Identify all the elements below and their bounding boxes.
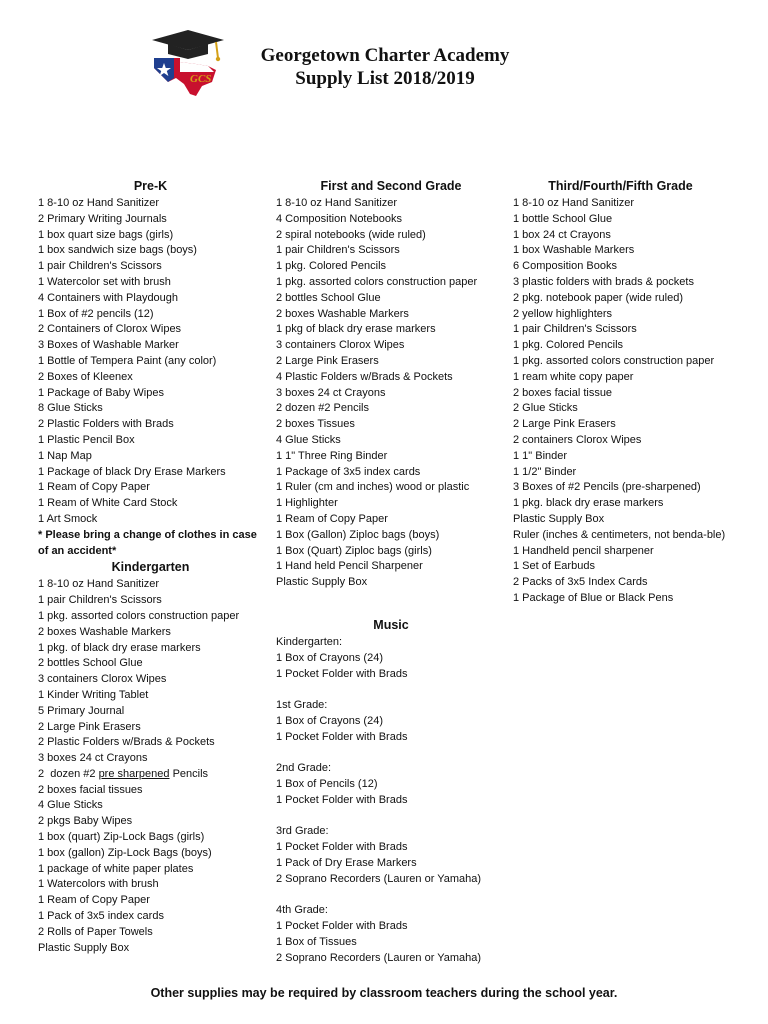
spacer [276,809,506,825]
list-item: 1 Ream of White Card Stock [38,497,178,510]
list-item: 1 Watercolors with brush [38,878,159,891]
music-grade-label: 4th Grade: [276,904,328,917]
music-grade-label: 2nd Grade: [276,762,332,775]
list-item: 8 Glue Sticks [38,402,103,415]
list-item: 2 boxes facial tissue [513,386,613,399]
list-item: 2 boxes Washable Markers [276,307,409,320]
list-item: 2 spiral notebooks (wide ruled) [276,228,426,241]
list-item-pencils: 2 dozen #2 pre sharpened Pencils [38,767,209,780]
list-item: 1 pair Children's Scissors [38,260,162,273]
list-item: 3 Boxes of Washable Marker [38,339,179,352]
list-item: 2 containers Clorox Wipes [513,433,642,446]
list-item: 1 Package of 3x5 index cards [276,465,421,478]
list-item: 2 bottles School Glue [276,291,381,304]
list-item: 1 1/2" Binder [513,465,577,478]
list-item: 2 Large Pink Erasers [513,418,616,431]
list-item: 1 Pocket Folder with Brads [276,667,408,680]
list-item: 5 Primary Journal [38,704,125,717]
list-item: 1 pair Children's Scissors [276,244,400,257]
list-item: 1 package of white paper plates [38,862,194,875]
list-item: 1 pkg. Colored Pencils [513,339,624,352]
list-item: 3 boxes 24 ct Crayons [38,752,148,765]
list-item: 1 bottle School Glue [513,212,613,225]
column-first-second-music [276,178,506,967]
list-item: 1 Bottle of Tempera Paint (any color) [38,354,217,367]
list-item: 2 Packs of 3x5 Index Cards [513,576,648,589]
list-item: 4 Composition Notebooks [276,212,402,225]
prek-heading: Pre-K [133,179,168,193]
list-item: 1 Hand held Pencil Sharpener [276,560,423,573]
list-item: 2 pkgs Baby Wipes [38,815,133,828]
column-prek-kindergarten [38,178,263,956]
list-item: 4 Containers with Playdough [38,291,179,304]
list-item: 3 containers Clorox Wipes [38,673,167,686]
list-item: 1 Watercolor set with brush [38,275,171,288]
list-item: 1 box Washable Markers [513,244,635,257]
spacer [276,682,506,698]
list-item: 2 Primary Writing Journals [38,212,167,225]
list-item: 1 Art Smock [38,512,98,525]
first-second-heading: First and Second Grade [320,179,462,193]
list-item: 2 boxes facial tissues [38,783,143,796]
column-third-fifth [513,178,728,607]
list-item: 4 Glue Sticks [276,433,341,446]
list-item: 1 pair Children's Scissors [513,323,637,336]
music-grade-label: 3rd Grade: [276,825,329,838]
list-item: 1 Box (Quart) Ziploc bags (girls) [276,544,432,557]
list-item: 1 Pocket Folder with Brads [276,793,408,806]
list-item: 1 8-10 oz Hand Sanitizer [38,197,160,209]
list-item: 4 Glue Sticks [38,799,103,812]
list-item: 1 ream white copy paper [513,370,634,383]
school-name: Georgetown Charter Academy [260,45,510,66]
list-item: 2 dozen #2 Pencils [276,402,369,415]
list-item: 1 box quart size bags (girls) [38,228,174,241]
list-item: 2 pkg. notebook paper (wide ruled) [513,291,683,304]
graduation-cap-icon [152,30,224,50]
music-heading: Music [373,617,409,632]
list-item: 1 1" Three Ring Binder [276,449,388,462]
list-item: 1 pkg. assorted colors construction paper [38,609,240,622]
list-item: 1 Box of #2 pencils (12) [38,307,154,320]
list-item: 1 Pack of 3x5 index cards [38,910,164,923]
list-item: Ruler (inches & centimeters, not benda-ble) [513,528,726,541]
list-item: 1 pkg. assorted colors construction paper [276,275,478,288]
first-second-list [276,196,506,591]
list-item: 2 Plastic Folders with Brads [38,418,174,431]
list-item: 2 Soprano Recorders (Lauren or Yamaha) [276,872,482,885]
list-item: 2 Large Pink Erasers [38,720,141,733]
list-item: 1 Box of Crayons (24) [276,714,383,727]
music-list [276,635,506,967]
list-item: 1 Pocket Folder with Brads [276,841,408,854]
list-item: 1 8-10 oz Hand Sanitizer [276,197,398,209]
list-item: 2 yellow highlighters [513,307,613,320]
list-item: 2 Rolls of Paper Towels [38,925,153,938]
list-item: 1 box 24 ct Crayons [513,228,611,241]
list-item: 1 box sandwich size bags (boys) [38,244,197,257]
list-item: 1 Nap Map [38,449,92,462]
spacer [276,746,506,762]
list-item: 1 Box (Gallon) Ziploc bags (boys) [276,528,440,541]
list-item: 1 Pocket Folder with Brads [276,920,408,933]
list-item: Plastic Supply Box [276,576,368,589]
list-item: 3 boxes 24 ct Crayons [276,386,386,399]
list-item: 1 8-10 oz Hand Sanitizer [513,197,635,209]
prek-note: * Please bring a change of clothes in case of an accident* [38,528,257,557]
spacer [276,888,506,904]
list-item: 3 Boxes of #2 Pencils (pre-sharpened) [513,481,701,494]
list-item: 2 Glue Sticks [513,402,578,415]
list-item: 1 Ream of Copy Paper [38,894,150,907]
list-item: 1 pair Children's Scissors [38,594,162,607]
list-item: 2 Soprano Recorders (Lauren or Yamaha) [276,951,482,964]
list-item: 2 Containers of Clorox Wipes [38,323,182,336]
list-item: Plastic Supply Box [38,941,130,954]
list-item: 1 Box of Tissues [276,936,357,949]
list-item: 1 Package of black Dry Erase Markers [38,465,226,478]
list-item: 1 Set of Earbuds [513,560,595,573]
list-item: 1 1" Binder [513,449,568,462]
list-item: 2 bottles School Glue [38,657,143,670]
third-fifth-heading: Third/Fourth/Fifth Grade [548,179,693,193]
list-item: 2 Boxes of Kleenex [38,370,133,383]
list-item: 1 Package of Baby Wipes [38,386,164,399]
list-item: 1 Highlighter [276,497,338,510]
list-item: 6 Composition Books [513,260,617,273]
list-item: 1 Ream of Copy Paper [38,481,150,494]
list-item: 3 containers Clorox Wipes [276,339,405,352]
list-item: 1 pkg of black dry erase markers [276,323,436,336]
list-item: 1 box (quart) Zip-Lock Bags (girls) [38,831,205,844]
list-item: Plastic Supply Box [513,512,605,525]
prek-list [38,196,263,559]
footer-note: Other supplies may be required by classroom teachers during the school year. [150,986,618,1000]
list-item: 2 Plastic Folders w/Brads & Pockets [38,736,215,749]
school-logo [146,28,230,100]
music-grade-label: 1st Grade: [276,699,328,712]
list-item: 1 Box of Crayons (24) [276,651,383,664]
list-item: 1 Ream of Copy Paper [276,512,388,525]
list-item: 1 Box of Pencils (12) [276,778,378,791]
list-item: 1 Handheld pencil sharpener [513,544,654,557]
list-item: 1 pkg. of black dry erase markers [38,641,201,654]
list-item: 1 Package of Blue or Black Pens [513,591,674,604]
list-item: 1 Ruler (cm and inches) wood or plastic [276,481,470,494]
list-item: 1 Kinder Writing Tablet [38,688,149,701]
list-item: 1 pkg. Colored Pencils [276,260,387,273]
list-item: 1 pkg. black dry erase markers [513,497,664,510]
list-item: 2 boxes Tissues [276,418,355,431]
list-item: 1 Pack of Dry Erase Markers [276,857,417,870]
list-item: 1 box (gallon) Zip-Lock Bags (boys) [38,846,212,859]
list-item: 4 Plastic Folders w/Brads & Pockets [276,370,453,383]
supply-list-year: Supply List 2018/2019 [295,68,475,89]
underlined-text: pre sharpened [98,767,170,780]
list-item: 1 8-10 oz Hand Sanitizer [38,578,160,591]
list-item: 1 pkg. assorted colors construction paper [513,354,715,367]
list-item: 2 boxes Washable Markers [38,625,171,638]
list-item: 3 plastic folders with brads & pockets [513,275,694,288]
third-fifth-list [513,196,728,607]
page-title [220,44,550,90]
music-grade-label: Kindergarten: [276,635,343,648]
list-item: 1 Pocket Folder with Brads [276,730,408,743]
svg-text:GCS: GCS [190,73,212,85]
list-item: 1 Plastic Pencil Box [38,433,135,446]
list-item: 2 Large Pink Erasers [276,354,379,367]
kindergarten-heading: Kindergarten [111,560,190,575]
kindergarten-list [38,577,263,956]
